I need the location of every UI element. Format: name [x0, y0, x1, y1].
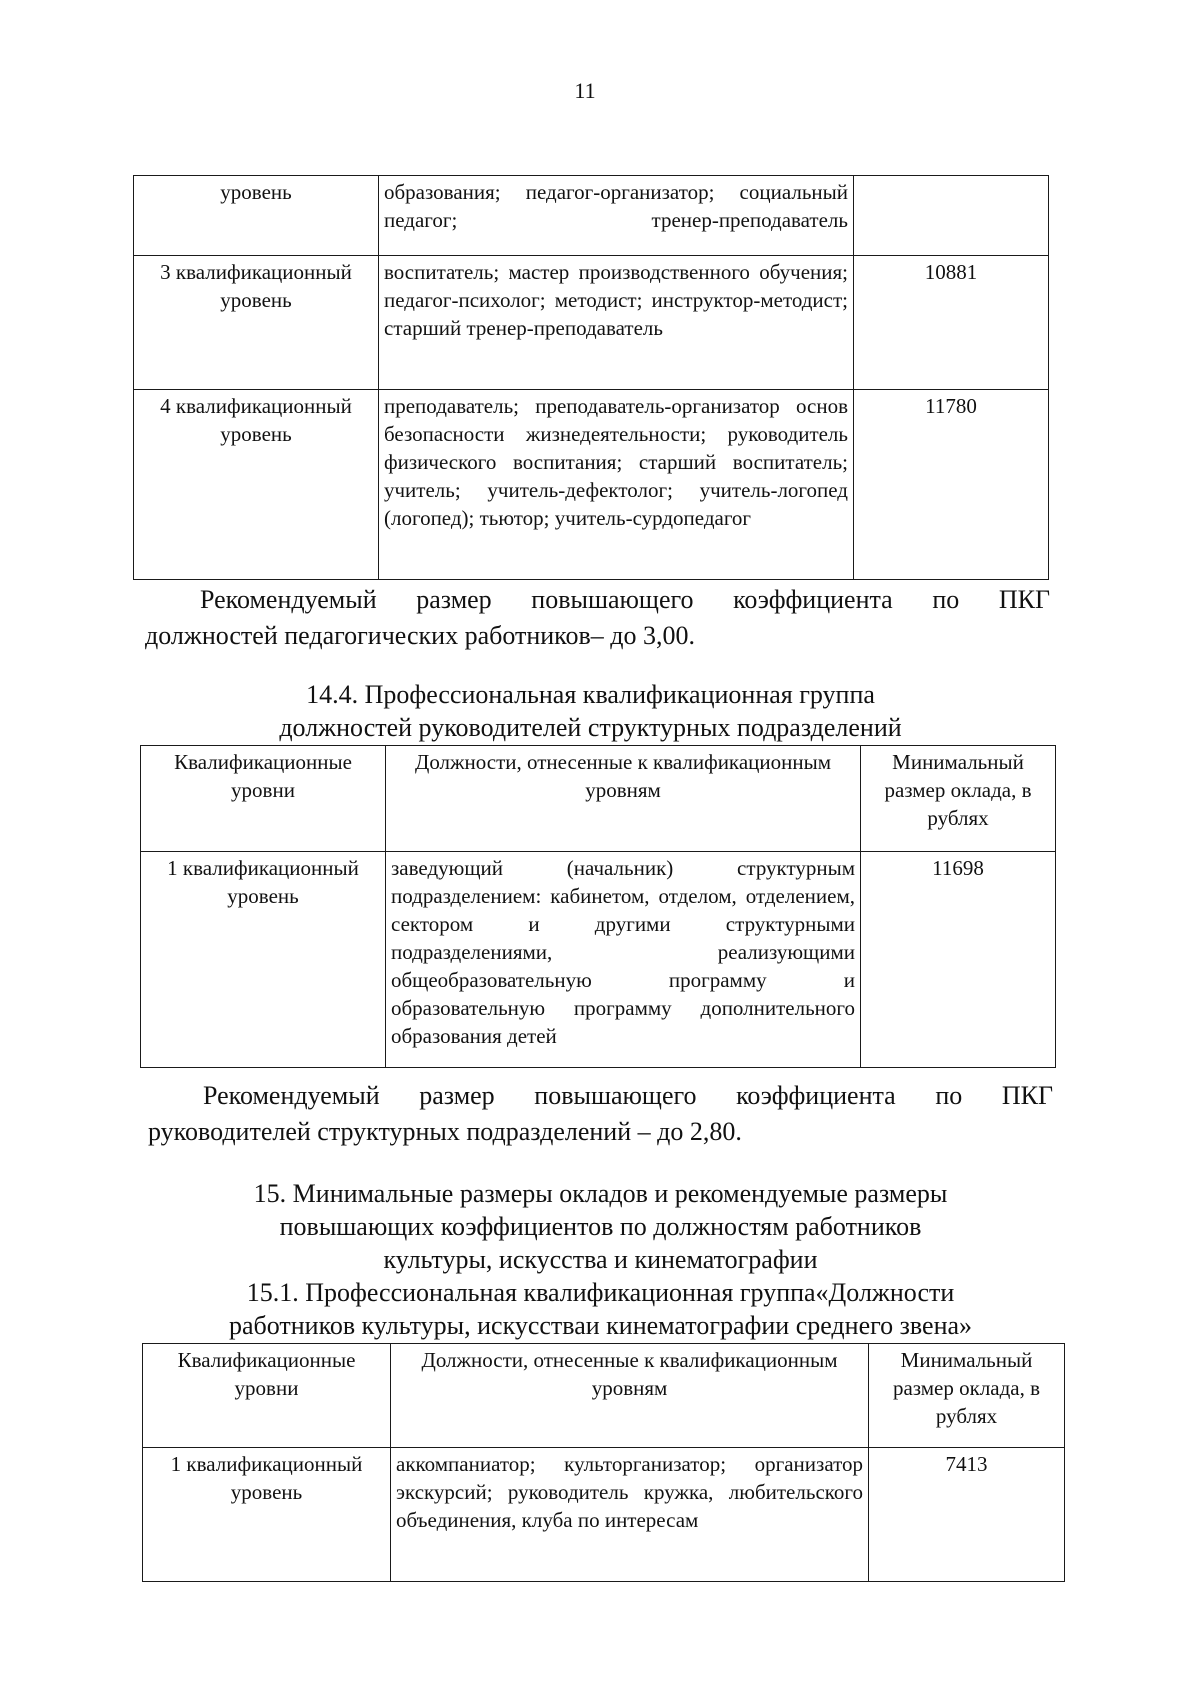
heading-line: 15. Минимальные размеры окладов и рекомендуемые размеры [253, 1179, 948, 1208]
salary-cell: 7413 [869, 1448, 1065, 1582]
heading-line: 15.1. Профессиональная квалификационная группа«Должности [246, 1278, 955, 1307]
positions-cell: преподаватель; преподаватель-организатор основ безопасности жизнедеятельности; руководитель физического воспитания; старший воспитатель; учитель; учитель-дефектолог; учитель-логопед (логопед); тьютор; учитель-сурдопедагог [379, 390, 854, 580]
qualification-level-cell: уровень [134, 176, 379, 256]
salary-cell: 10881 [854, 256, 1049, 390]
page-number: 11 [574, 78, 596, 103]
header-positions: Должности, отнесенные к квалификационным уровням [391, 1344, 869, 1448]
salary-cell [854, 176, 1049, 256]
table-header-row [143, 1344, 1065, 1448]
note-line: должностей педагогических работников– до 3,00. [145, 621, 695, 650]
header-salary: Минимальный размер оклада, в рублях [861, 746, 1056, 852]
qualification-level-cell: 1 квалификационный уровень [141, 852, 386, 1068]
positions-cell: воспитатель; мастер производственного обучения; педагог-психолог; методист; инструктор-методист; старший тренер-преподаватель [379, 256, 854, 390]
heading-line: работников культуры, искусстваи кинематографии среднего звена» [228, 1311, 973, 1340]
coefficient-note-unit-heads [148, 1078, 1053, 1150]
note-line: руководителей структурных подразделений – до 2,80. [148, 1117, 742, 1146]
table-header-row [141, 746, 1056, 852]
header-levels: Квалификационные уровни [141, 746, 386, 852]
section-heading-15-1 [133, 1276, 1068, 1342]
note-line: Рекомендуемый размер повышающего коэффициента по ПКГ [200, 585, 1050, 614]
heading-line: должностей руководителей структурных подразделений [279, 713, 902, 742]
header-levels: Квалификационные уровни [143, 1344, 391, 1448]
table-row [141, 852, 1056, 1068]
culture-workers-table [142, 1343, 1065, 1582]
heading-line: 14.4. Профессиональная квалификационная группа [306, 680, 875, 709]
table-row [134, 256, 1049, 390]
table-row [134, 176, 1049, 256]
salary-cell: 11698 [861, 852, 1056, 1068]
qualification-level-cell: 3 квалификационный уровень [134, 256, 379, 390]
pedagogical-staff-table [133, 175, 1049, 580]
header-salary: Минимальный размер оклада, в рублях [869, 1344, 1065, 1448]
qualification-level-cell: 4 квалификационный уровень [134, 390, 379, 580]
positions-cell: образования; педагог-организатор; социальный педагог; тренер-преподаватель [379, 176, 854, 256]
salary-cell: 11780 [854, 390, 1049, 580]
table-row [134, 390, 1049, 580]
note-line: Рекомендуемый размер повышающего коэффициента по ПКГ [203, 1081, 1053, 1110]
section-heading-14-4 [133, 678, 1048, 744]
heading-line: повышающих коэффициентов по должностям работников [279, 1212, 922, 1241]
qualification-level-cell: 1 квалификационный уровень [143, 1448, 391, 1582]
heading-line: культуры, искусства и кинематографии [383, 1245, 818, 1274]
unit-heads-table [140, 745, 1056, 1068]
header-positions: Должности, отнесенные к квалификационным уровням [386, 746, 861, 852]
table-row [143, 1448, 1065, 1582]
coefficient-note-pedagogical [145, 582, 1050, 654]
section-heading-15 [133, 1177, 1068, 1276]
positions-cell: заведующий (начальник) структурным подразделением: кабинетом, отделом, отделением, сектором и другими структурными подразделениями, реализующими общеобразовательную программу и образовательную программу дополнительного образования детей [386, 852, 861, 1068]
positions-cell: аккомпаниатор; культорганизатор; организатор экскурсий; руководитель кружка, любительского объединения, клуба по интересам [391, 1448, 869, 1582]
